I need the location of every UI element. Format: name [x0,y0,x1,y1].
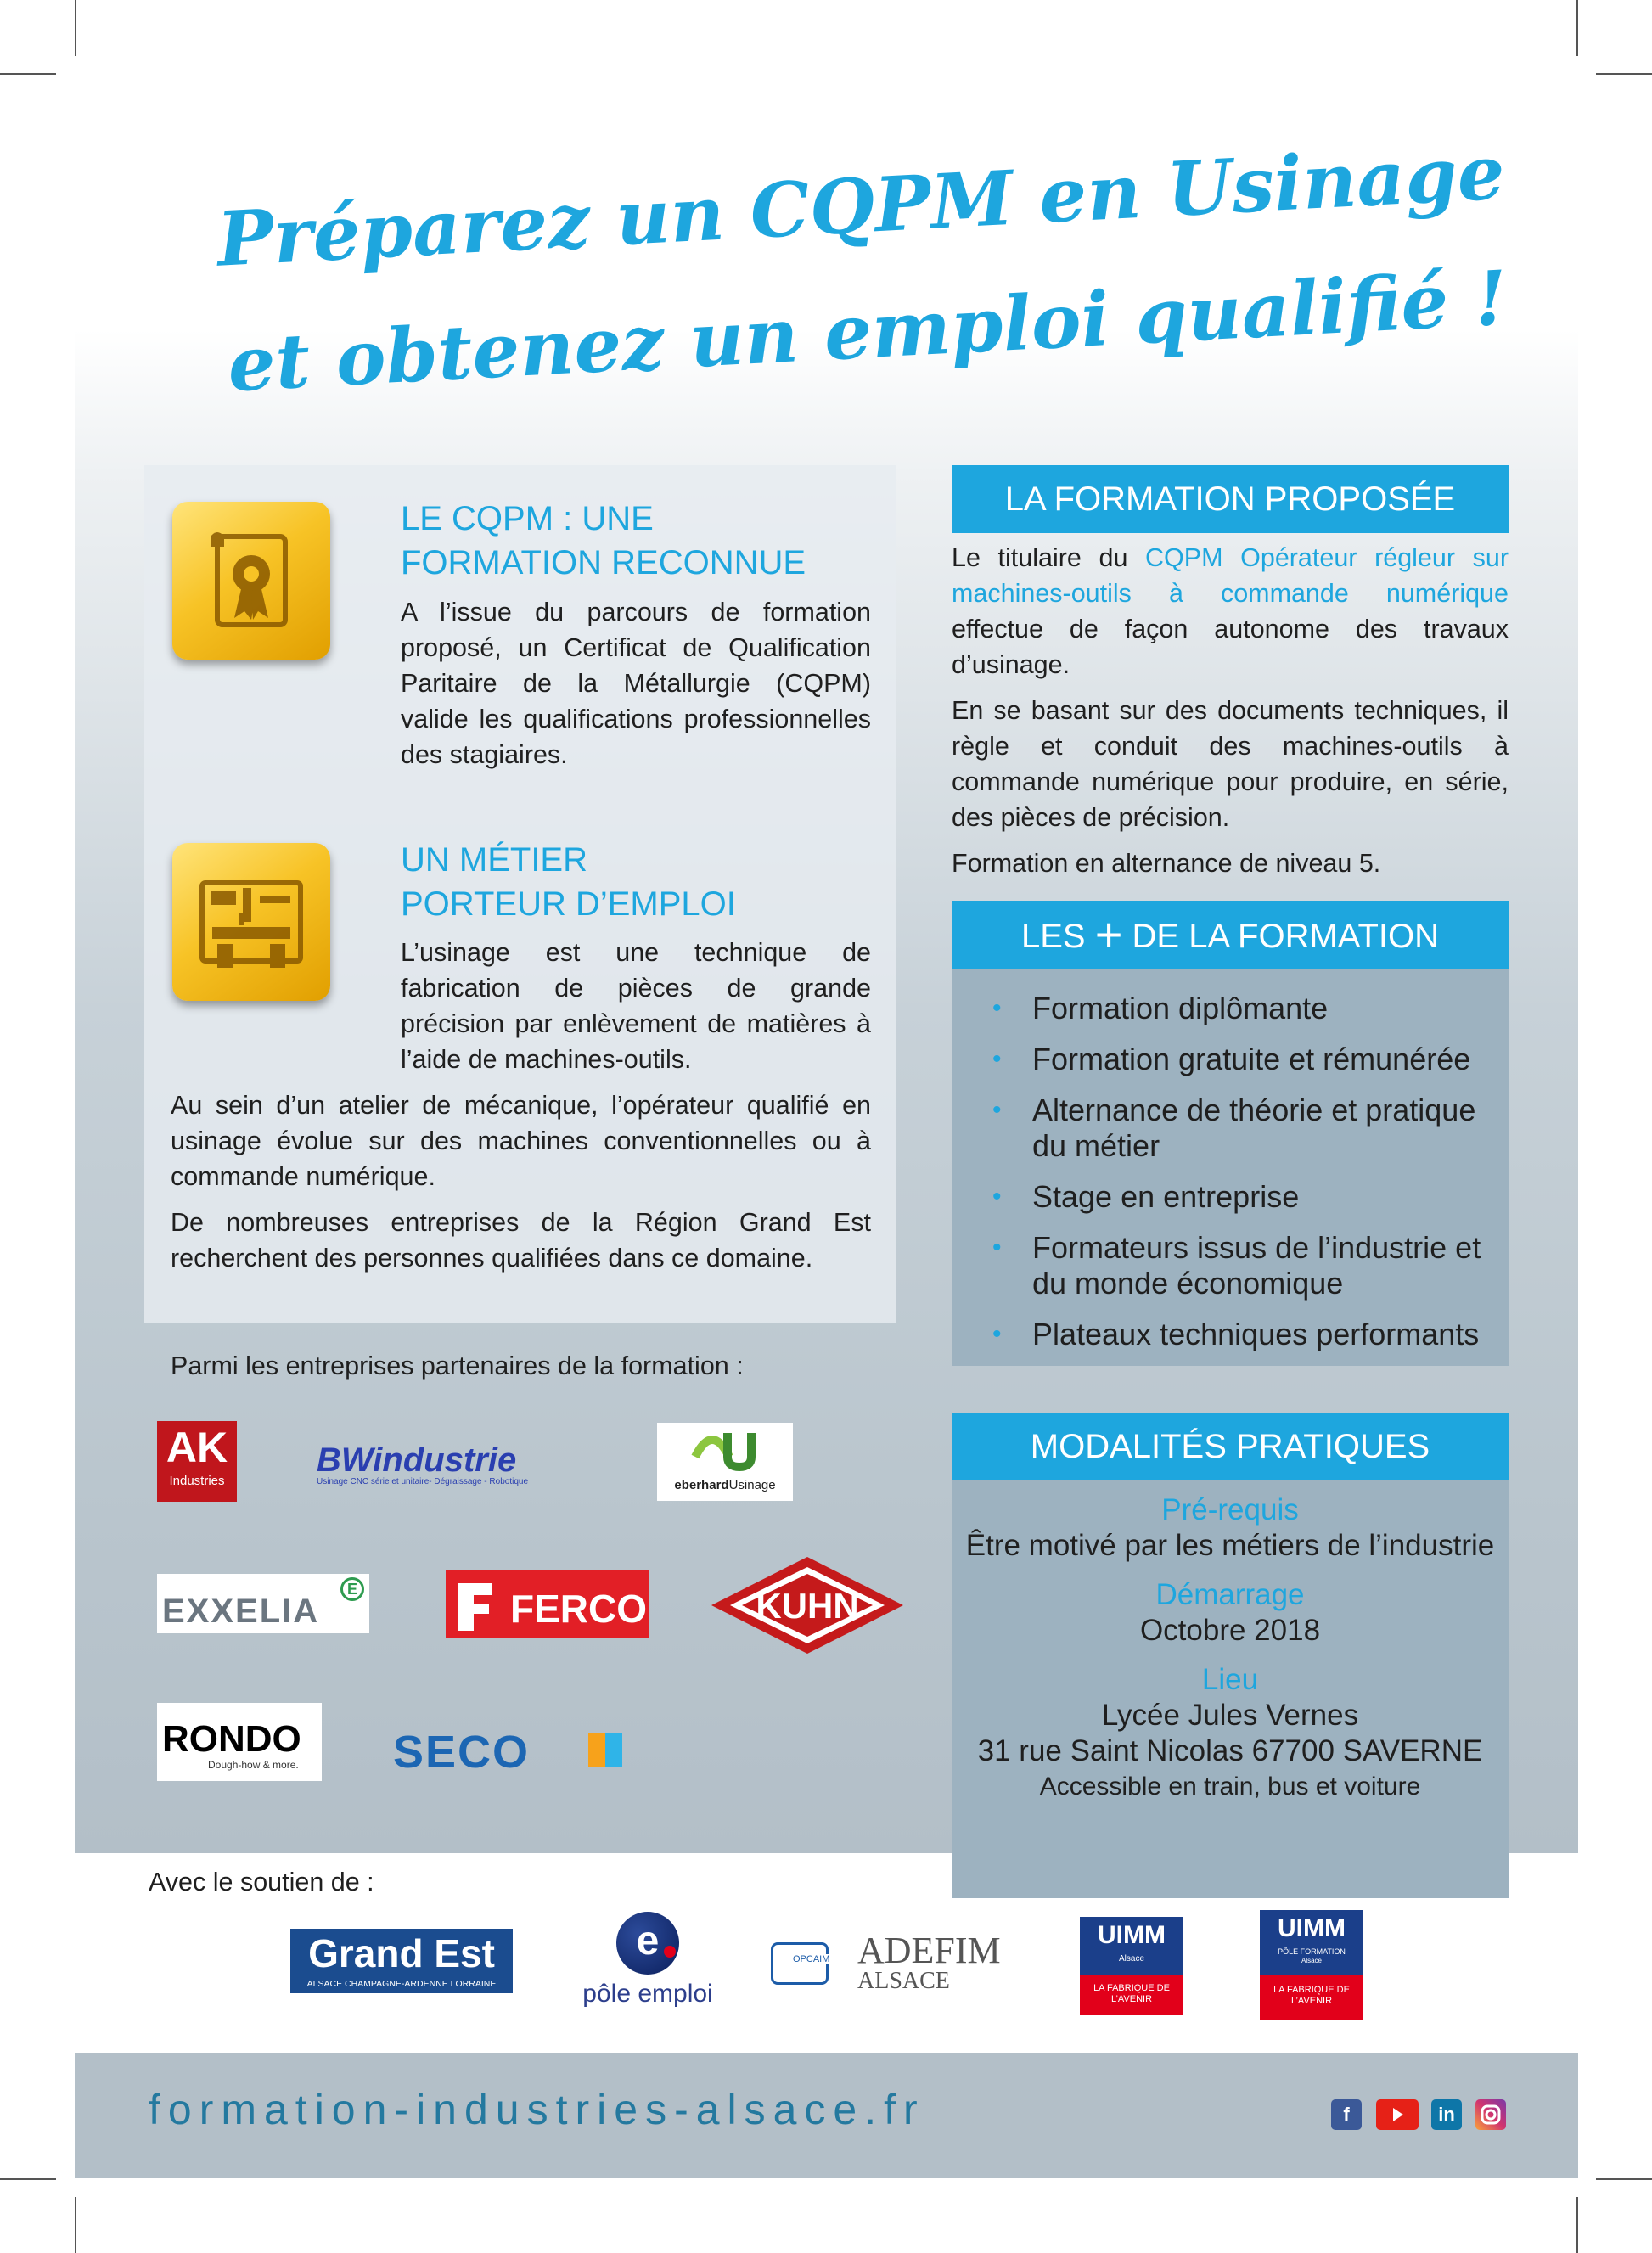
exxelia-logo [157,1574,369,1633]
kuhn-logo [710,1555,905,1655]
paragraph: Formation en alternance de niveau 5. [952,849,1381,878]
plus-item [952,1179,1509,1215]
cnc-machine-icon [172,843,330,1001]
page-title [196,108,1531,428]
support-intro: Avec le soutien de : [149,1868,374,1896]
exxelia-e-icon: E [340,1577,364,1601]
eberhard-mark-icon [687,1423,763,1474]
text: DE LA FORMATION [1132,918,1440,955]
pole-emploi-e-icon [616,1912,679,1975]
title-line-1: Préparez un CQPM en Usinage [215,127,1507,284]
logo-text: UIMM [1278,1914,1346,1942]
ferco-mark-icon [454,1575,505,1634]
plus-header [952,901,1509,969]
crop-mark [1576,0,1578,56]
crop-mark [1596,2178,1652,2180]
logo-text: SECO [393,1727,531,1778]
logo-letter: e [636,1919,660,1964]
plus-item [952,1093,1509,1164]
certificate-icon [172,502,330,660]
crop-mark [75,0,76,56]
icon-glyph: in [1438,2104,1455,2125]
prereq-label: Pré-requis [1161,1493,1299,1526]
logo-text: FERCO [510,1587,647,1631]
logo-tagline: LA FABRIQUE DE L’AVENIR [1080,1975,1183,2015]
lieu-line: Lycée Jules Vernes [1101,1699,1359,1732]
logo-subtext: PÔLE FORMATION [1278,1947,1346,1956]
section-cqpm-heading [401,497,806,585]
logo-subtext: Dough-how & more. [208,1759,299,1771]
seco-logo [393,1724,639,1778]
logo-text: UIMM [1098,1921,1166,1949]
logo-text: AK [166,1424,228,1471]
facebook-icon[interactable] [1331,2099,1362,2130]
plus-item-text: Stage en entreprise [1032,1179,1300,1214]
plus-item [952,1317,1509,1352]
crop-mark [1596,73,1652,75]
paragraph: A l’issue du parcours de formation proposé, un Certificat de Qualification Paritaire de la Métallurgie (CQPM) valide les qualifications professionnelles des stagiaires. [401,598,871,769]
red-dot [664,1946,676,1958]
start-value: Octobre 2018 [1139,1614,1321,1647]
paragraph: Au sein d’un atelier de mécanique, l’opérateur qualifié en usinage évolue sur des machines conventionnelles ou à commande numérique. [171,1091,871,1191]
ak-industries-logo [157,1421,237,1502]
youtube-icon[interactable] [1376,2099,1419,2130]
section-cqpm-text [401,594,871,783]
logo-text: RONDO [162,1718,301,1760]
seco-squares-icon [588,1733,622,1767]
bullet-icon: • [992,1183,1002,1211]
crop-mark [0,2178,56,2180]
crop-mark [1576,2197,1578,2253]
logo-part: industrie [373,1441,517,1479]
text: Le titulaire du [952,543,1146,572]
plus-item-text: Formation diplômante [1032,991,1329,1025]
rondo-logo [157,1703,322,1781]
plus-item-text: Alternance de théorie et pratique du métier [1032,1093,1476,1163]
section-metier-more [171,1087,871,1286]
logo-part: eberhard [674,1478,729,1492]
logo-text: pôle emploi [582,1980,713,2008]
logo-text: Grand Est [308,1931,495,1975]
bullet-icon: • [992,1320,1002,1348]
heading-line: LE CQPM : UNE [401,500,654,537]
logo-text: KUHN [756,1586,859,1626]
section-metier-text [401,935,871,1087]
start-label: Démarrage [1155,1578,1305,1611]
instagram-icon[interactable] [1475,2099,1506,2130]
uimm-pole-formation-logo [1260,1910,1363,2020]
bullet-icon: • [992,994,1002,1022]
section-metier-heading [401,838,736,926]
plus-item-text: Plateaux techniques performants [1032,1317,1480,1351]
linkedin-icon[interactable] [1431,2099,1462,2130]
logo-text: EXXELIA [162,1593,320,1630]
bw-industrie-logo [317,1443,588,1486]
logo-text [317,1443,588,1477]
paragraph: L’usinage est une technique de fabrication de pièces de grande précision par enlèvement de matières à l’aide de machines-outils. [401,938,871,1074]
plus-item [952,991,1509,1026]
logo-part: BW [317,1441,374,1479]
uimm-alsace-logo [1080,1917,1183,2015]
logo-subtext: ALSACE CHAMPAGNE-ARDENNE LORRAINE [306,1979,497,1989]
logo-subtext: ALSACE [857,1968,950,1994]
adefim-logo [771,1929,1002,1997]
plus-item [952,1230,1509,1301]
pole-emploi-logo [567,1912,728,2014]
logo-subtext: Alsace [1301,1957,1322,1964]
logo-subtext: Industries [169,1474,225,1488]
website-link[interactable]: formation-industries-alsace.fr [149,2086,925,2133]
logo-part: Usinage [728,1478,776,1492]
lieu-line: 31 rue Saint Nicolas 67700 SAVERNE [977,1734,1483,1767]
logo-tagline: LA FABRIQUE DE L’AVENIR [1260,1975,1363,2020]
heading-line: PORTEUR D’EMPLOI [401,885,736,923]
formation-header: LA FORMATION PROPOSÉE [952,465,1509,533]
partners-intro: Parmi les entreprises partenaires de la formation : [171,1351,744,1380]
heading-line: FORMATION RECONNUE [401,544,806,582]
plus-item [952,1042,1509,1077]
prereq-value: Être motivé par les métiers de l’industrie [965,1529,1495,1562]
text: effectue de façon autonome des travaux d’usinage. [952,615,1509,679]
ferco-logo [446,1570,649,1638]
paragraph [952,540,1509,683]
crop-mark [0,73,56,75]
bullet-icon: • [992,1233,1002,1261]
bullet-icon: • [992,1045,1002,1073]
grand-est-logo [290,1929,513,1993]
icon-glyph: f [1343,2104,1350,2125]
modalites-body [952,1480,1509,1898]
logo-subtext: Usinage CNC série et unitaire- Dégraissage - Robotique [317,1477,529,1486]
crop-mark [75,2197,76,2253]
heading-line: UN MÉTIER [401,841,587,879]
plus-item-text: Formateurs issus de l’industrie et du monde économique [1032,1230,1481,1301]
paragraph: En se basant sur des documents techniques, il règle et conduit des machines-outils à commande numérique pour produire, en série, des pièces de précision. [952,696,1509,832]
formation-text [952,540,1509,891]
paragraph: De nombreuses entreprises de la Région Grand Est recherchent des personnes qualifiées dans ce domaine. [171,1208,871,1273]
logo-text [657,1478,793,1493]
plus-item-text: Formation gratuite et rémunérée [1032,1042,1471,1076]
logo-text: ADEFIM [857,1930,1001,1971]
eberhard-usinage-logo [657,1423,793,1501]
plus-body [952,969,1509,1366]
modalites-header: MODALITÉS PRATIQUES [952,1413,1509,1480]
lieu-label: Lieu [1201,1663,1259,1696]
flyer-sheet [75,75,1578,2178]
title-line-2: et obtenez un emploi qualifié ! [225,253,1509,409]
plus-sign: + [1094,907,1123,961]
logo-subtext: OPCAIM [793,1954,830,1964]
bullet-icon: • [992,1096,1002,1124]
logo-subtext: Alsace [1118,1954,1144,1964]
cqpm-link[interactable]: CQPM Opérateur régleur sur machines-outils à commande numérique [952,543,1509,608]
lieu-line: Accessible en train, bus et voiture [1039,1773,1421,1801]
text: LES [1020,918,1086,955]
plus-list [952,969,1509,1352]
